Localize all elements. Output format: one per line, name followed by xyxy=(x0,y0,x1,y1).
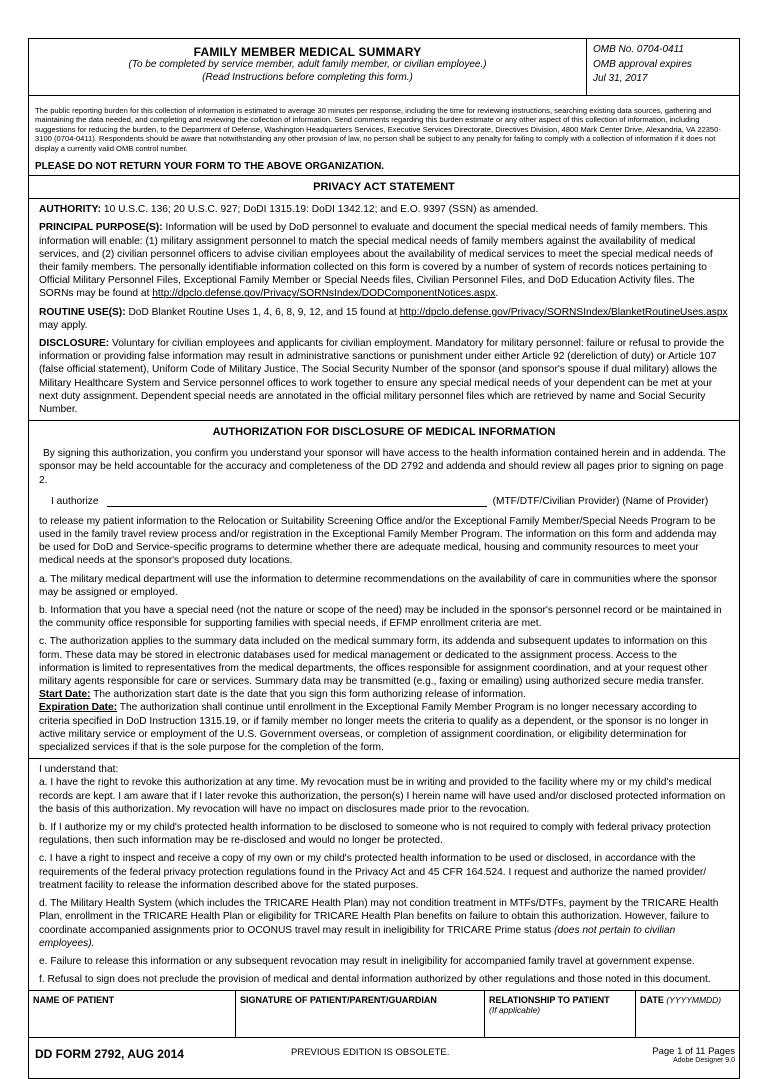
sorn-link[interactable]: http://dpclo.defense.gov/Privacy/SORNsIndex/DODComponentNotices.aspx xyxy=(152,288,496,300)
authorize-line xyxy=(51,495,729,507)
understand-f: f. Refusal to sign does not preclude the provision of medical and dental information authorized by other regulations and those noted in this document. xyxy=(39,974,711,986)
form-frame xyxy=(28,38,740,1079)
header-title-block xyxy=(29,39,587,95)
privacy-title: PRIVACY ACT STATEMENT xyxy=(29,176,739,199)
routine-paragraph xyxy=(39,306,729,332)
routine-text: DoD Blanket Routine Uses 1, 4, 6, 8, 9, 12, and 15 found at xyxy=(128,306,397,318)
privacy-section xyxy=(29,199,739,421)
return-warning: PLEASE DO NOT RETURN YOUR FORM TO THE ABOVE ORGANIZATION. xyxy=(35,161,385,173)
understand-d xyxy=(39,897,729,950)
understand-d-text: d. The Military Health System (which includes the TRICARE Health Plan) may not condition treatment in MTFs/DTFs, payment by the TRICARE Health Plan, enrollment in the TRICARE Health Plan or eligibility for TRICARE Health Plan benefits on failure to obtain this authorization. However, failure to coordinate accompanied assignments prior to OCONUS travel may result in ineligibility for TRICARE Prime status xyxy=(39,898,719,936)
understand-a: a. I have the right to revoke this authorization at any time. My revocation must be in writing and provided to the facility where my or my child's medical records are kept. I am aware that if I later revoke this authorization, the person(s) I herein name will have used and/or disclosed protected information on the basis of this authorization. My revocation will have no impact on disclosures made prior to the revocation. xyxy=(39,777,726,815)
disclosure-paragraph xyxy=(39,337,729,416)
omb-block xyxy=(587,39,739,95)
purpose-paragraph xyxy=(39,221,729,300)
signature-field[interactable] xyxy=(236,991,485,1037)
routine-label: ROUTINE USE(S): xyxy=(39,306,126,318)
form-footer xyxy=(29,1038,739,1078)
expiration-paragraph xyxy=(39,701,729,754)
date-field[interactable] xyxy=(636,991,739,1037)
authority-paragraph xyxy=(39,203,729,216)
previous-edition: PREVIOUS EDITION IS OBSOLETE. xyxy=(291,1047,450,1059)
purpose-end: . xyxy=(495,288,499,300)
expiration-label: Expiration Date: xyxy=(39,702,118,714)
purpose-text: Information will be used by DoD personnel to evaluate and document the special medical needs of family members. This information will enable: (1) military assignment personnel to match the special medical needs of family members against the availability of medical services, and (2) civilian personnel officers to advise civilian employees about the availability of medical services to meet the special medical needs of their family members. The personally identifiable information collected on this form is covered by a number of system of records notices pertaining to Official Military Personnel Files, Exceptional Family Member or Special Needs files, Civilian Personnel Files, and DoD Education Activity files. The SORNs may be found at xyxy=(39,222,713,300)
form-instruction: (Read Instructions before completing this form.) xyxy=(202,71,413,83)
authorization-intro: By signing this authorization, you confirm you understand your sponsor will have access to the health information contained herein and in addenda. The sponsor may be held accountable for the accuracy and completeness of the DD 2792 and addenda and should review all pages prior to signing on page 2. xyxy=(39,448,726,486)
understand-c: c. I have a right to inspect and receive a copy of my own or my child's protected health information to be used or disclosed, in accordance with the requirements of the federal privacy protection regulations found in the Privacy Act and 45 CFR 164.524. I request and authorize the named provider/ treatment facility to release the information described above for the stated purposes. xyxy=(39,853,707,891)
patient-name-label: NAME OF PATIENT xyxy=(33,995,115,1006)
signature-label: SIGNATURE OF PATIENT/PARENT/GUARDIAN xyxy=(240,995,437,1006)
adobe-version: Adobe Designer 9.0 xyxy=(673,1057,735,1065)
purpose-label: PRINCIPAL PURPOSE(S): xyxy=(39,222,163,234)
omb-number: OMB No. 0704-0411 xyxy=(593,44,684,55)
burden-text: The public reporting burden for this collection of information is estimated to average 30 minutes per response, including the time for reviewing instructions, searching existing data sources, gathering and maintaining the data needed, and completing and reviewing the collection of information. Send comments regarding this burden estimate or any other aspect of this collection of information, including suggestions for reducing the burden, to the Department of Defense, Washington Headquarters Services, Executive Services Directorate, Directives Division, 4800 Mark Center Drive, Alexandria, VA 22350-3100 (0704-0411). Respondents should be aware that notwithstanding any other provision of law, no person shall be subject to any penalty for failing to comply with a collection of information if it does not display a currently valid OMB control number. xyxy=(35,105,721,153)
relationship-label: RELATIONSHIP TO PATIENT xyxy=(489,995,610,1006)
expiration-text: The authorization shall continue until enrollment in the Exceptional Family Member Program is no longer necessary according to criteria specified in DoD Instruction 1315.19, or if family member no longer meets the criteria to qualify as a dependent, or the sponsor is no longer in active military service or employment of the U.S. Government overseas, or completion of assignment coordination, or eligibility determination for specialized services if that is the sole purpose for the completion of the form. xyxy=(39,702,709,754)
understand-lead: I understand that: xyxy=(39,764,119,776)
form-header xyxy=(29,39,739,96)
provider-name-field[interactable] xyxy=(107,495,487,507)
start-date-paragraph xyxy=(39,688,729,701)
routine-link[interactable]: http://dpclo.defense.gov/Privacy/SORNSIndex/BlanketRoutineUses.aspx xyxy=(399,306,728,318)
auth-item-c: c. The authorization applies to the summary data included on the medical summary form, its addenda and subsequent updates to information on this form. These data may be stored in electronic databases used for medical management or dedicated to the assignment process. Access to the information is limited to representatives from the medical departments, the offices responsible for assignment coordination, and at your request other military agents responsible for care or services. Summary data may be transmitted (e.g., faxing or emailing) using authorized secure media transfer. xyxy=(39,636,708,688)
relationship-field[interactable] xyxy=(485,991,636,1037)
authority-label: AUTHORITY: xyxy=(39,204,102,216)
release-paragraph: to release my patient information to the Relocation or Suitability Screening Office and/or the Exceptional Family Member/Special Needs Program to be used in the family travel review process and/or registration in the Exceptional Family Member Program. The information on this form and addenda may be used for DoD and Service-specific programs to determine whether there are adequate medical, housing and community resources to meet your medical needs at the sponsor's proposed duty locations. xyxy=(39,515,717,567)
routine-end: may apply. xyxy=(39,319,88,331)
page-count xyxy=(652,1046,735,1064)
start-date-label: Start Date: xyxy=(39,689,91,701)
authorization-section xyxy=(29,443,739,759)
authority-text: 10 U.S.C. 136; 20 U.S.C. 927; DoDI 1315.19: DoDI 1342.12; and E.O. 9397 (SSN) as amended. xyxy=(103,204,539,216)
understand-b: b. If I authorize my or my child's protected health information to be disclosed to someone who is not required to comply with federal privacy protection regulations, then such information may be re-disclosed and would no longer be protected. xyxy=(39,822,711,847)
form-title: FAMILY MEMBER MEDICAL SUMMARY xyxy=(193,45,422,59)
provider-label: (MTF/DTF/Civilian Provider) (Name of Provider) xyxy=(492,495,709,507)
understand-section xyxy=(29,759,739,990)
omb-date: Jul 31, 2017 xyxy=(593,73,648,84)
date-label: DATE xyxy=(640,995,664,1006)
start-date-text: The authorization start date is the date that you sign this form authorizing release of information. xyxy=(93,689,526,701)
signature-row xyxy=(29,990,739,1038)
form-number: DD FORM 2792, AUG 2014 xyxy=(35,1047,184,1062)
form-subtitle: (To be completed by service member, adult family member, or civilian employee.) xyxy=(128,59,487,70)
auth-item-b: b. Information that you have a special need (not the nature or scope of the need) may be included in the sponsor's personnel record or be maintained in the community office responsible for supporting families with special needs, if EFMP enrollment criteria are met. xyxy=(39,605,722,630)
disclosure-label: DISCLOSURE: xyxy=(39,337,110,349)
omb-expires: OMB approval expires xyxy=(593,58,692,70)
i-authorize-label: I authorize xyxy=(51,495,99,507)
relationship-sub: (If applicable) xyxy=(489,1005,541,1016)
disclosure-text: Voluntary for civilian employees and applicants for civilian employment. Mandatory for military personnel: failure or refusal to provide the information or providing false information may result in administrative sanctions or punishment under either Article 92 (dereliction of duty) or Article 107 (false official statement), Uniform Code of Military Justice. The Social Security Number of the sponsor (and sponsor's spouse if dual military) allows the Military Healthcare System and Service personnel offices to work together to ensure any special medical needs of your dependent can be met at your next duty assignment. Dependent special needs are annotated in the official military personnel files which are retrieved by name and Social Security Number. xyxy=(39,337,725,415)
authorization-title: AUTHORIZATION FOR DISCLOSURE OF MEDICAL INFORMATION xyxy=(212,426,556,439)
understand-d-italic: (does not pertain to civilian employees). xyxy=(39,924,676,949)
date-format: (YYYYMMDD) xyxy=(666,995,722,1006)
auth-item-a: a. The military medical department will use the information to determine recommendations on the availability of care in communities where the sponsor may be assigned or employed. xyxy=(39,573,718,598)
patient-name-field[interactable] xyxy=(29,991,236,1037)
page-number: Page 1 of 11 Pages xyxy=(652,1046,735,1058)
understand-e: e. Failure to release this information or any subsequent revocation may result in ineligibility for accompanied family travel at government expense. xyxy=(39,955,695,967)
burden-statement xyxy=(29,96,739,176)
